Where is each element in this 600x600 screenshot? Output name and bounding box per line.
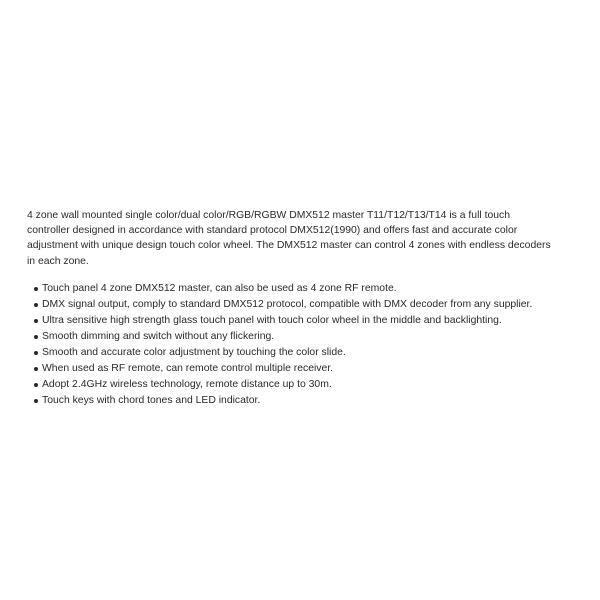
list-item: Ultra sensitive high strength glass touch panel with touch color wheel in the middle and backlighting. bbox=[34, 313, 532, 329]
bullet-icon bbox=[34, 351, 38, 355]
intro-line: controller designed in accordance with standard protocol DMX512(1990) and offers fast and accurate color bbox=[27, 225, 518, 237]
list-item: Adopt 2.4GHz wireless technology, remote distance up to 30m. bbox=[34, 377, 532, 393]
bullet-icon bbox=[34, 335, 38, 339]
intro-line: 4 zone wall mounted single color/dual color/RGB/RGBW DMX512 master T11/T12/T13/T14 is a full touch bbox=[27, 210, 510, 221]
bullet-icon bbox=[34, 383, 38, 387]
list-item: Smooth dimming and switch without any flickering. bbox=[34, 329, 532, 345]
bullet-icon bbox=[34, 287, 38, 291]
list-item: DMX signal output, comply to standard DMX512 protocol, compatible with DMX decoder from any supplier. bbox=[34, 297, 532, 313]
bullet-icon bbox=[34, 319, 38, 323]
list-item: When used as RF remote, can remote control multiple receiver. bbox=[34, 361, 532, 377]
bullet-icon bbox=[34, 399, 38, 403]
list-item: Touch panel 4 zone DMX512 master, can also be used as 4 zone RF remote. bbox=[34, 281, 532, 297]
intro-line: adjustment with unique design touch color wheel. The DMX512 master can control 4 zones with endless decoders bbox=[27, 240, 551, 252]
list-item: Smooth and accurate color adjustment by touching the color slide. bbox=[34, 345, 532, 361]
intro-line: in each zone. bbox=[27, 255, 89, 267]
bullet-icon bbox=[34, 367, 38, 371]
intro-paragraph bbox=[27, 208, 551, 269]
bullet-icon bbox=[34, 303, 38, 307]
list-item: Touch keys with chord tones and LED indicator. bbox=[34, 393, 532, 409]
feature-list bbox=[34, 281, 532, 409]
